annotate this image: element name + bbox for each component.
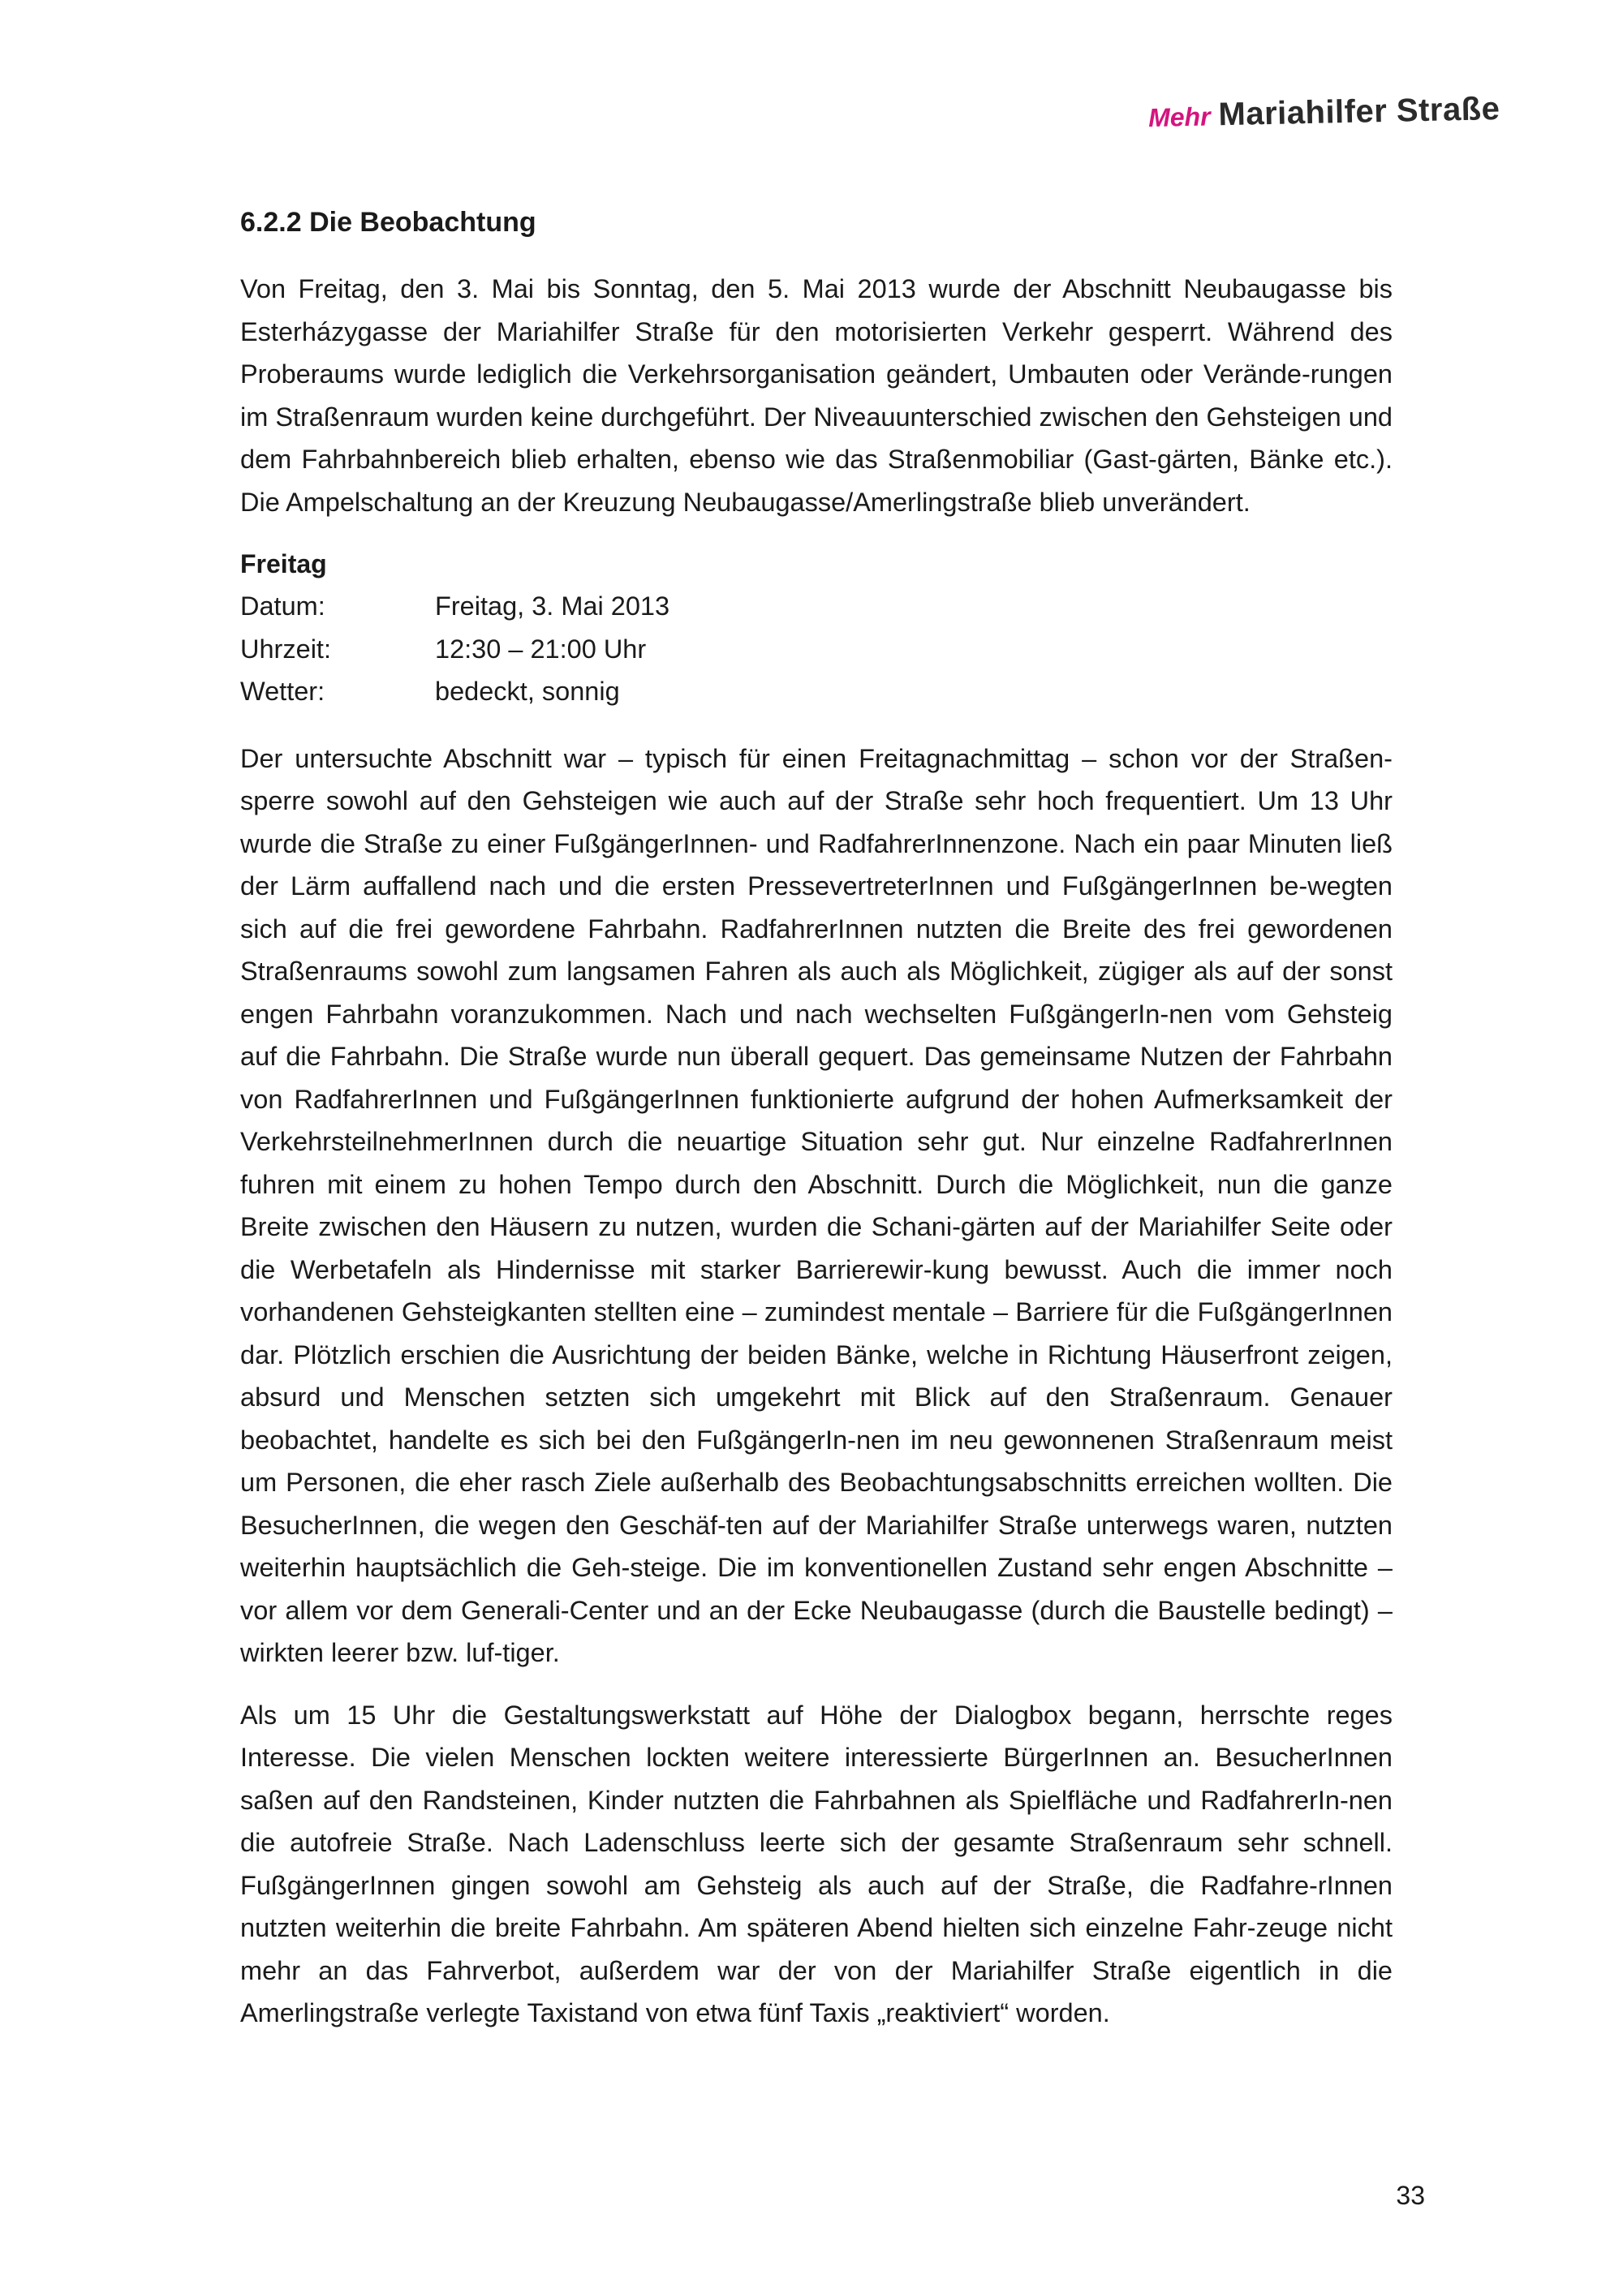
meta-value: 12:30 – 21:00 Uhr — [435, 634, 647, 664]
observation-meta — [240, 585, 1393, 713]
meta-value: Freitag, 3. Mai 2013 — [435, 591, 670, 621]
body-paragraph: Der untersuchte Abschnitt war – typisch für einen Freitagnachmittag – schon vor der Straßen-sperre sowohl auf den Gehsteigen wie auch auf der Straße sehr hoch frequentiert. Um 13 Uhr wurde die Straße zu einer FußgängerInnen- und RadfahrerInnenzone. Nach ein paar Minuten ließ der Lärm auffallend nach und die ersten PressevertreterInnen und FußgängerInnen be-wegten sich auf die frei gewordene Fahrbahn. RadfahrerInnen nutzten die Breite des frei gewordenen Straßenraums sowohl zum langsamen Fahren als auch als Möglichkeit, zügiger als auf der sonst engen Fahrbahn voranzukommen. Nach und nach wechselten FußgängerIn-nen vom Gehsteig auf die Fahrbahn. Die Straße wurde nun überall gequert. Das gemeinsame Nutzen der Fahrbahn von RadfahrerInnen und FußgängerInnen funktionierte aufgrund der hohen Aufmerksamkeit der VerkehrsteilnehmerInnen durch die neuartige Situation sehr gut. Nur einzelne RadfahrerInnen fuhren mit einem zu hohen Tempo durch den Abschnitt. Durch die Möglichkeit, nun die ganze Breite zwischen den Häusern zu nutzen, wurden die Schani-gärten auf der Mariahilfer Seite oder die Werbetafeln als Hindernisse mit starker Barrierewir-kung bewusst. Auch die immer noch vorhandenen Gehsteigkanten stellten eine – zumindest mentale – Barriere für die FußgängerInnen dar. Plötzlich erschien die Ausrichtung der beiden Bänke, welche in Richtung Häuserfront zeigen, absurd und Menschen setzten sich umgekehrt mit Blick auf den Straßenraum. Genauer beobachtet, handelte es sich bei den FußgängerIn-nen im neu gewonnenen Straßenraum meist um Personen, die eher rasch Ziele außerhalb des Beobachtungsabschnitts erreichen wollten. Die BesucherInnen, die wegen den Geschäf-ten auf der Mariahilfer Straße unterwegs waren, nutzten weiterhin hauptsächlich die Geh-steige. Die im konventionellen Zustand sehr engen Abschnitte – vor allem vor dem Generali-Center und an der Ecke Neubaugasse (durch die Baustelle bedingt) – wirkten leerer bzw. luf-tiger. — [240, 743, 1393, 1667]
body-paragraph: Als um 15 Uhr die Gestaltungswerkstatt auf Höhe der Dialogbox begann, herrschte reges Interesse. Die vielen Menschen lockten weitere interessierte BürgerInnen an. BesucherInnen saßen auf den Randsteinen, Kinder nutzten die Fahrbahnen als Spielfläche und RadfahrerIn-nen die autofreie Straße. Nach Ladenschluss leerte sich der gesamte Straßenraum sehr schnell. FußgängerInnen gingen sowohl am Gehsteig als auch auf der Straße, die Radfahre-rInnen nutzten weiterhin die breite Fahrbahn. Am späteren Abend hielten sich einzelne Fahr-zeuge nicht mehr an das Fahrverbot, außerdem war der von der Mariahilfer Straße eigentlich in die Amerlingstraße verlegte Taxistand von etwa fünf Taxis „reaktiviert“ worden. — [240, 1700, 1393, 2027]
meta-row-weather — [240, 670, 1393, 713]
intro-paragraph: Von Freitag, den 3. Mai bis Sonntag, den 5. Mai 2013 wurde der Abschnitt Neubaugasse bis Esterházygasse der Mariahilfer Straße für den motorisierten Verkehr gesperrt. Während des Proberaums wurde lediglich die Verkehrsorganisation geändert, Umbauten oder Verände-rungen im Straßenraum wurden keine durchgeführt. Der Niveauunterschied zwischen den Gehsteigen und dem Fahrbahnbereich blieb erhalten, ebenso wie das Straßenmobiliar (Gast-gärten, Bänke etc.). Die Ampelschaltung an der Kreuzung Neubaugasse/Amerlingstraße blieb unverändert. — [240, 274, 1393, 517]
logo-prefix: Mehr — [1147, 101, 1211, 133]
logo-title: Mariahilfer Straße — [1217, 91, 1500, 133]
page-number: 33 — [1396, 2181, 1425, 2210]
meta-label: Uhrzeit: — [240, 634, 331, 664]
day-heading: Freitag — [240, 549, 327, 578]
meta-label: Datum: — [240, 591, 325, 621]
meta-value: bedeckt, sonnig — [435, 677, 620, 706]
meta-row-date — [240, 585, 1393, 628]
header-logo — [1147, 91, 1500, 135]
meta-label: Wetter: — [240, 677, 325, 706]
section-heading: 6.2.2 Die Beobachtung — [240, 207, 536, 238]
meta-row-time — [240, 628, 1393, 671]
page-content — [240, 201, 1393, 2035]
